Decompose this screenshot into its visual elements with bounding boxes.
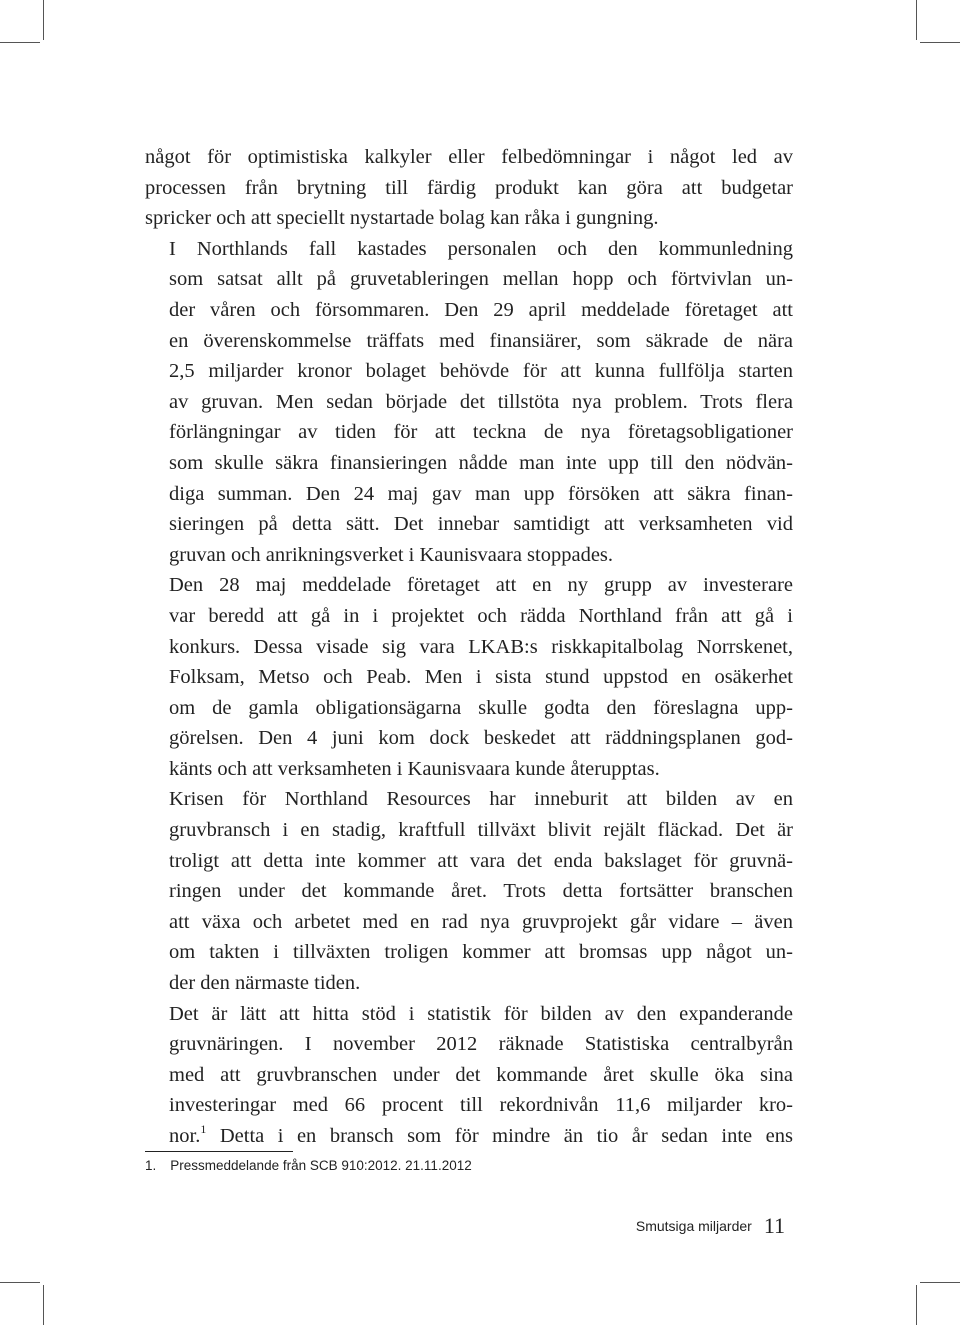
text-line: der våren och försommaren. Den 29 april meddelade företaget att <box>169 298 793 321</box>
book-title: Smutsiga miljarder <box>635 1218 752 1234</box>
footnote-text: Pressmeddelande från SCB 910:2012. 21.11.2012 <box>170 1158 472 1173</box>
text-line: konkurs. Dessa visade sig vara LKAB:s riskkapitalbolag Norrskenet, <box>169 635 793 658</box>
text-line: förlängningar av tiden för att teckna de nya företagsobligationer <box>169 421 793 444</box>
text-line: som skulle säkra finansieringen nådde man inte upp till den nödvän- <box>169 451 793 474</box>
crop-mark-top-left <box>43 0 44 40</box>
text-line: en överenskommelse träffats med finansiärer, som säkrade de nära <box>169 329 793 352</box>
text-line: investeringar med 66 procent till rekordnivån 11,6 miljarder kro- <box>169 1094 793 1117</box>
text-line: 2,5 miljarder kronor bolaget behövde för att kunna fullfölja starten <box>169 360 793 383</box>
footnote-number: 1. <box>145 1158 157 1173</box>
text-line: Folksam, Metso och Peab. Men i sista stund uppstod en osäkerhet <box>169 666 793 689</box>
text-line: Krisen för Northland Resources har inneburit att bilden av en <box>169 788 793 811</box>
body-text <box>145 142 793 1152</box>
text-line: spricker och att speciellt nystartade bolag kan råka i gungning. <box>145 207 659 230</box>
text-fragment: Detta i en bransch som för mindre än tio år sedan inte ens <box>206 1125 793 1147</box>
paragraph <box>145 784 793 998</box>
text-line: sieringen på detta sätt. Det innebar samtidigt att verksamheten vid <box>169 513 793 536</box>
text-line: av gruvan. Men sedan började det tillstöta nya problem. Trots flera <box>169 390 793 413</box>
running-footer <box>636 1213 785 1239</box>
text-fragment: nor. <box>169 1125 201 1147</box>
text-line: I Northlands fall kastades personalen och den kommunledning <box>169 237 793 260</box>
text-line: gruvbransch i en stadig, kraftfull tillväxt blivit rejält fläckad. Det är <box>169 819 793 842</box>
text-line: gruvnäringen. I november 2012 räknade Statistiska centralbyrån <box>169 1033 793 1056</box>
paragraph <box>145 999 793 1152</box>
crop-mark-top-right <box>916 0 917 40</box>
paragraph <box>145 142 793 234</box>
crop-mark-top-right-h <box>920 42 960 43</box>
text-line: der den närmaste tiden. <box>169 972 361 995</box>
text-line: att växa och arbetet med en rad nya gruvprojekt går vidare – även <box>169 910 793 933</box>
text-line: gruvan och anrikningsverket i Kaunisvaara stoppades. <box>169 543 614 566</box>
crop-mark-bottom-right <box>916 1285 917 1325</box>
text-line <box>145 1121 793 1152</box>
text-line: om takten i tillväxten troligen kommer att bromsas upp något un- <box>169 941 793 964</box>
text-line: diga summan. Den 24 maj gav man upp försöken att säkra finan- <box>169 482 793 505</box>
text-line: görelsen. Den 4 juni kom dock beskedet att räddningsplanen god- <box>169 727 793 750</box>
crop-mark-bottom-left <box>43 1285 44 1325</box>
paragraph <box>145 234 793 571</box>
text-line: Den 28 maj meddelade företaget att en ny grupp av investerare <box>169 574 793 597</box>
text-line: processen från brytning till färdig produkt kan göra att budgetar <box>145 176 793 199</box>
footnote-reference: 1 <box>200 1122 207 1136</box>
text-line: något för optimistiska kalkyler eller felbedömningar i något led av <box>145 146 793 168</box>
text-line: som satsat allt på gruvetableringen mellan hopp och förtvivlan un- <box>169 268 793 291</box>
text-line: var beredd att gå in i projektet och rädda Northland från att gå i <box>169 604 793 627</box>
text-line: Det är lätt att hitta stöd i statistik för bilden av den expanderande <box>169 1002 793 1025</box>
paragraph <box>145 570 793 784</box>
footnote <box>145 1158 472 1173</box>
footnote-rule <box>145 1151 293 1152</box>
text-line: troligt att detta inte kommer att vara det enda bakslaget för gruvnä- <box>169 849 793 872</box>
crop-mark-top-left-h <box>0 42 40 43</box>
text-line: om de gamla obligationsägarna skulle godta den föreslagna upp- <box>169 696 793 719</box>
text-line: med att gruvbranschen under det kommande året skulle öka sina <box>169 1063 793 1086</box>
page-number: 11 <box>763 1213 785 1238</box>
text-line: ringen under det kommande året. Trots detta fortsätter branschen <box>169 880 793 903</box>
crop-mark-bottom-left-h <box>0 1282 40 1283</box>
text-line: känts och att verksamheten i Kaunisvaara kunde återupptas. <box>169 757 660 780</box>
crop-mark-bottom-right-h <box>920 1282 960 1283</box>
